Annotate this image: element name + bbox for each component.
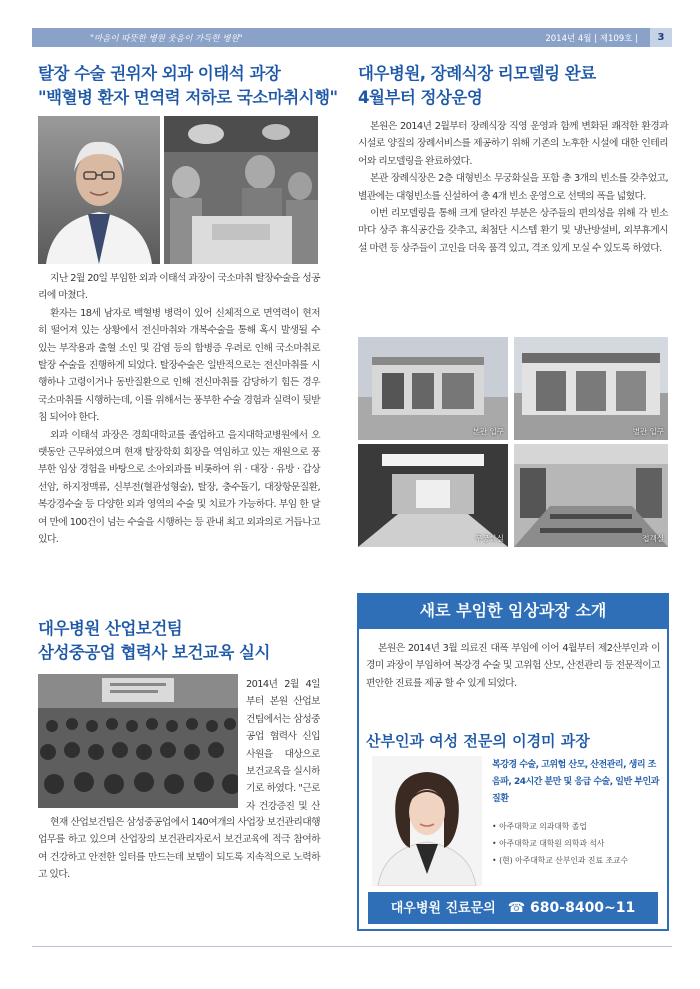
surgery-headline: 탈장 수술 권위자 외과 이태석 과장 — [38, 64, 281, 83]
contact-label: 대우병원 진료문의 — [390, 901, 496, 916]
health-headline-2: 삼성중공업 협력사 보건교육 실시 — [38, 643, 270, 662]
credential-item: • 아주대학교 대학원 의학과 석사 — [492, 835, 662, 852]
mugunghwa-room-label: 무궁화실 — [475, 534, 504, 543]
health-body-side — [246, 676, 320, 814]
contact-banner — [368, 892, 658, 924]
remodel-paragraph: 본원은 2014년 2월부터 장례식장 직영 운영과 함께 변화된 쾌적한 환경과 시설로 양질의 장례서비스를 제공하기 위해 기존의 노후한 시설에 대한 인테리어와 리모델링을 완료하였다. — [358, 121, 668, 167]
health-headline: 대우병원 산업보건팀 — [38, 619, 183, 638]
footer-divider — [32, 946, 672, 947]
surgery-paragraph: 환자는 18세 남자로 백혈병 병력이 있어 신체적으로 면역력이 현저히 떨어져 있는 상황에서 전신마취와 개복수술을 통해 혹시 발생될 수 있는 부작용과 출혈 소인 및 감염 등의 합병증 우려로 인해 국소마취로 탈장 수술을 진행하게 되었다. 탈장수술은 일반적으로는 전신마취를 시행하나 고령이거나 동반질환으로 인해 전신마취를 감당하기 힘든 경우 국소마취를 시행하는데, 이를 위해서는 풍부한 수술 경험과 실력이 뒷받침 되어야 한다. — [38, 307, 320, 424]
remodel-headline: 대우병원, 장례식장 리모델링 완료 — [358, 64, 596, 83]
doctor-portrait-photo — [38, 116, 160, 264]
page-number: 3 — [650, 28, 672, 47]
contact-phone: ☎ 680-8400~11 — [507, 900, 636, 916]
lecture-photo — [38, 674, 238, 808]
remodel-paragraph: 이번 리모델링을 통해 크게 달라진 부분은 상주들의 편의성을 위해 각 빈소마다 상주 휴식공간을 갖추고, 최첨단 시스템 환기 및 냉난방설비, 외부휴게시설 마련 등 상주들이 고인을 더욱 품격 있고, 격조 있게 모실 수 있도록 하였다. — [358, 208, 668, 254]
new-doctor-box-title: 새로 부임한 임상과장 소개 — [357, 593, 669, 629]
main-entrance-photo — [358, 337, 508, 440]
main-entrance-label: 본관 입구 — [472, 427, 504, 436]
annex-entrance-label: 별관 입구 — [632, 427, 664, 436]
new-doctor-intro-text: 본원은 2014년 3월 의료진 대폭 부임에 이어 4월부터 제2산부인과 이경미 과장이 부임하여 복강경 수술 및 고위험 산모, 산전관리 등 전문적이고 편안한 진료를 제공 할 수 있게 되었다. — [366, 643, 660, 689]
new-doctor-intro — [366, 640, 660, 692]
annex-entrance-photo — [514, 337, 668, 440]
reception-room-photo — [514, 444, 668, 547]
credential-item: • (현) 아주대학교 산부인과 진료 조교수 — [492, 852, 662, 869]
health-body — [38, 814, 320, 884]
surgery-paragraph: 지난 2월 20일 부임한 외과 이태석 과장이 국소마취 탈장수술을 성공리에 마쳤다. — [38, 273, 320, 302]
remodel-body — [358, 118, 668, 257]
header-issue: 2014년 4월 | 제109호 | — [545, 34, 638, 44]
health-paragraph-2: 현재 산업보건팀은 삼성중공업에서 140여개의 사업장 보건관리대행 업무를 하고 있으며 산업장의 보건관리자로서 보건교육에 적극 참여하여 건강하고 안전한 일터를 만드는데 보탬이 되도록 지속적으로 노력하고 있다. — [38, 817, 320, 881]
reception-room-label: 접객실 — [642, 534, 664, 543]
doctor-credentials — [492, 818, 662, 869]
mugunghwa-room-photo — [358, 444, 508, 547]
header-slogan: "마음이 따뜻한 병원 웃음이 가득한 병원" — [90, 34, 243, 44]
doctor-name-title: 산부인과 여성 전문의 이경미 과장 — [366, 732, 590, 750]
doctor-lee-portrait — [372, 756, 482, 886]
header-bar — [32, 28, 672, 47]
health-paragraph: 2014년 2월 4일부터 본원 산업보건팀에서는 삼성중공업 협력사 신입사원을 대상으로 보건교육을 실시하기로 하였다. "근로자 건강증진 및 산 — [246, 679, 320, 812]
doctor-specialty: 복강경 수술, 고위험 산모, 산전관리, 생리 조음파, 24시간 분만 및 응급 수술, 일반 부인과 질환 — [492, 760, 659, 804]
remodel-headline-2: 4월부터 정상운영 — [358, 88, 483, 107]
surgery-body — [38, 270, 320, 549]
surgery-photo — [164, 116, 318, 264]
surgery-subheadline: "백혈병 환자 면역력 저하로 국소마취시행" — [38, 88, 338, 107]
credential-item: • 아주대학교 의과대학 졸업 — [492, 818, 662, 835]
remodel-paragraph: 본관 장례식장은 2층 대형빈소 무궁화실을 포함 총 3개의 빈소를 갖추었고, 별관에는 대형빈소를 신설하여 총 4개 빈소 운영으로 선택의 폭을 넓혔다. — [358, 173, 668, 202]
surgery-paragraph: 외과 이태석 과장은 경희대학교를 졸업하고 을지대학교병원에서 오랫동안 근무하였으며 현재 탈장학회 회장을 역임하고 있는 재원으로 풍부한 임상 경험을 바탕으로 소아외과를 비롯하여 위 · 대장 · 유방 · 갑상선암, 하지정맥류, 신부전(혈관성형술), 탈장, 충수돌기, 대장항문질환, 복강경수술 등 다양한 외과 영역의 수술 및 치료가 가능하다. 부임 한 달여 만에 100건이 넘는 수술을 시행하는 등 관내 최고 외과의로 거듭나고 있다. — [38, 429, 320, 546]
